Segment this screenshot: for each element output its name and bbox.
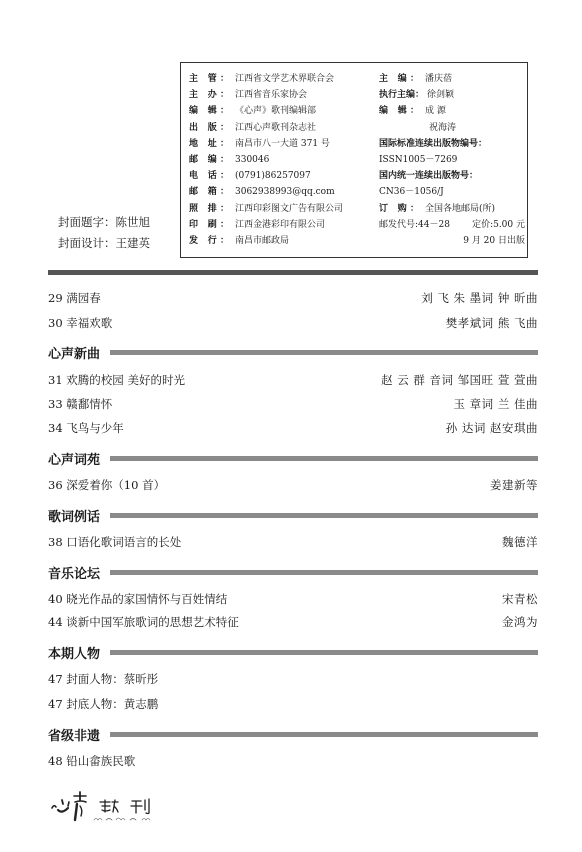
section-header xyxy=(48,724,538,744)
section-divider xyxy=(110,650,538,655)
toc-item[interactable] xyxy=(48,418,538,438)
masthead-row: 编 辑： 《心声》歌刊编辑部 xyxy=(189,106,317,117)
masthead-row: 电 话： (0791)86257097 xyxy=(189,171,311,182)
toc-item-author: 姜建新等 xyxy=(490,478,538,492)
cn-title: 国内统一连续出版物号： xyxy=(379,171,479,182)
postal-price-row: 邮发代号:44－28 定价:5.00 元 xyxy=(379,219,525,230)
toc-top-rule xyxy=(48,270,538,275)
toc-item[interactable] xyxy=(48,313,538,333)
toc-item-title: 47 封底人物：黄志鹏 xyxy=(48,697,159,711)
masthead-box xyxy=(180,62,528,258)
masthead-left-column xyxy=(189,71,377,249)
toc-item-title: 44 谈新中国军旅歌词的思想艺术特征 xyxy=(48,615,239,629)
chief-editor-row: 主 编： 潘庆蓓 xyxy=(379,74,453,84)
toc-item[interactable] xyxy=(48,751,538,771)
toc-item[interactable] xyxy=(48,370,538,390)
toc-item-title: 31 欢腾的校园 美好的时光 xyxy=(48,373,185,387)
magazine-logo xyxy=(50,788,190,824)
exec-editor-row: 执行主编： 徐剑颖 xyxy=(379,90,455,101)
toc-item-author: 玉 章词 兰 佳曲 xyxy=(453,397,538,411)
section-title: 歌词例话 xyxy=(48,509,101,525)
toc-item-author: 孙 达词 赵安琪曲 xyxy=(445,421,538,435)
toc-item-author: 魏德洋 xyxy=(502,535,538,549)
section-header xyxy=(48,448,538,468)
section-title: 心声词苑 xyxy=(48,452,101,468)
toc-item-author: 赵 云 群 音词 邹国旺 萱 萱曲 xyxy=(381,373,538,387)
masthead-row: 出 版： 江西心声歌刊杂志社 xyxy=(189,122,317,133)
cover-credits xyxy=(58,212,178,254)
section-divider xyxy=(110,732,538,737)
section-divider xyxy=(110,513,538,518)
masthead-row: 发 行： 南昌市邮政局 xyxy=(189,236,290,247)
masthead-row: 邮 编： 330046 xyxy=(189,155,270,166)
section-header xyxy=(48,342,538,362)
toc-item[interactable] xyxy=(48,694,538,714)
toc-item[interactable] xyxy=(48,394,538,414)
toc-item-title: 48 铅山畲族民歌 xyxy=(48,754,136,768)
toc-item[interactable] xyxy=(48,532,538,552)
section-title: 心声新曲 xyxy=(48,346,101,362)
masthead-row: 主 管： 江西省文学艺术界联合会 xyxy=(189,74,335,84)
editors-row-2: 祝海涛 xyxy=(429,122,457,133)
toc-item-author: 金鸿为 xyxy=(502,615,538,629)
section-title: 省级非遗 xyxy=(48,728,101,744)
section-header xyxy=(48,505,538,525)
masthead-row: 邮 箱： 3062938993@qq.com xyxy=(189,187,335,198)
section-divider xyxy=(110,456,538,461)
toc-item-title: 34 飞鸟与少年 xyxy=(48,421,124,435)
section-title: 音乐论坛 xyxy=(48,566,101,582)
toc-item-author: 樊孝斌词 熊 飞曲 xyxy=(445,316,538,330)
toc-item-title: 36 深爱着你（10 首） xyxy=(48,478,166,492)
cover-design-credit: 封面设计：王建英 xyxy=(58,236,150,250)
toc-item-title: 30 幸福欢歌 xyxy=(48,316,113,330)
editors-row: 编 辑： 成 源 xyxy=(379,106,446,117)
toc-item[interactable] xyxy=(48,288,538,308)
publish-date-row: 9 月 20 日出版 xyxy=(463,236,525,247)
toc-item-title: 33 赣鄱情怀 xyxy=(48,397,113,411)
masthead-row: 地 址： 南昌市八一大道 371 号 xyxy=(189,138,330,149)
toc-item[interactable] xyxy=(48,669,538,689)
issn-title: 国际标准连续出版物编号： xyxy=(379,138,488,149)
order-row: 订 购： 全国各地邮局(所) xyxy=(379,203,496,214)
cn-value: CN36－1056/J xyxy=(379,187,444,198)
masthead-row: 主 办： 江西省音乐家协会 xyxy=(189,90,308,101)
issn-value: ISSN1005－7269 xyxy=(379,155,458,166)
section-header xyxy=(48,562,538,582)
toc-item-title: 29 满园春 xyxy=(48,291,101,305)
masthead-right-column xyxy=(379,71,525,249)
cover-title-credit: 封面题字：陈世旭 xyxy=(58,215,150,229)
section-header xyxy=(48,642,538,662)
toc-item[interactable] xyxy=(48,612,538,632)
toc-item-title: 38 口语化歌词语言的长处 xyxy=(48,535,182,549)
toc-item[interactable] xyxy=(48,589,538,609)
toc-item-title: 40 晓光作品的家国情怀与百姓情结 xyxy=(48,592,228,606)
section-title: 本期人物 xyxy=(48,646,101,662)
masthead-row: 印 刷： 江西金港彩印有限公司 xyxy=(189,219,326,230)
masthead-row: 照 排： 江西印彩图文广告有限公司 xyxy=(189,203,344,214)
toc-item-author: 刘 飞 朱 墨词 钟 昕曲 xyxy=(421,291,538,305)
section-divider xyxy=(110,570,538,575)
toc-item-author: 宋青松 xyxy=(502,592,538,606)
toc-item[interactable] xyxy=(48,475,538,495)
section-divider xyxy=(110,350,538,355)
toc-item-title: 47 封面人物：蔡昕彤 xyxy=(48,672,159,686)
